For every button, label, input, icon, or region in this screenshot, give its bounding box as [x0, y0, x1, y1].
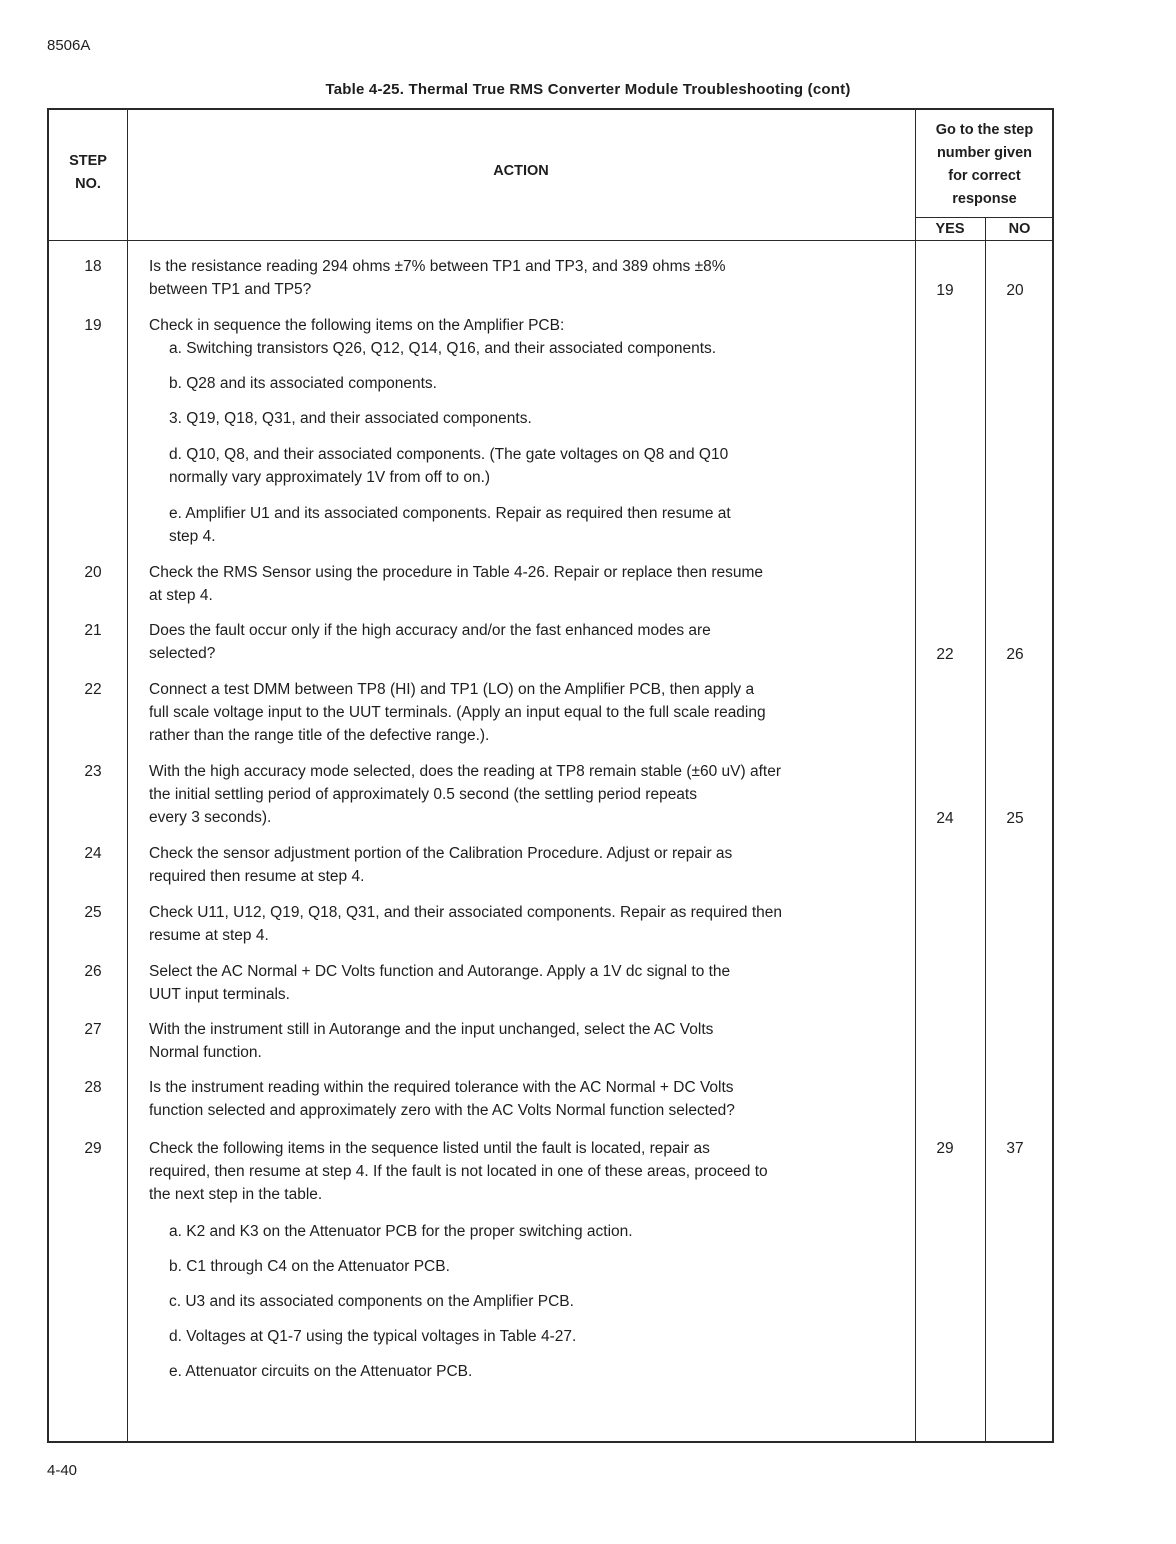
- action-line: resume at step 4.: [149, 927, 269, 944]
- action-line: Check the RMS Sensor using the procedure in Table 4-26. Repair or replace then resume: [149, 564, 764, 581]
- action-line: Check the following items in the sequence listed until the fault is located, repair as: [149, 1140, 710, 1157]
- header-bottom-rule: [49, 240, 1054, 241]
- sub-item: [169, 407, 889, 430]
- action-line: the next step in the table.: [149, 1186, 323, 1203]
- yes-column-header: YES: [935, 221, 965, 237]
- sub-item-line: e. Attenuator circuits on the Attenuator PCB.: [169, 1363, 473, 1380]
- step-number: 29: [84, 1140, 102, 1157]
- step-header-line: STEP: [69, 153, 107, 169]
- sub-item: [169, 1360, 889, 1383]
- no-step: 26: [1006, 646, 1024, 663]
- action-line: every 3 seconds).: [149, 809, 272, 826]
- action-line: rather than the range title of the defective range.).: [149, 727, 490, 744]
- no-step: 25: [1006, 810, 1024, 827]
- step-number: 27: [84, 1021, 102, 1038]
- action-line: With the instrument still in Autorange and the input unchanged, select the AC Volts: [149, 1021, 714, 1038]
- step-number: 23: [84, 763, 102, 780]
- action-text: [149, 678, 889, 747]
- sub-item: [169, 1325, 889, 1348]
- action-line: required then resume at step 4.: [149, 868, 365, 885]
- action-text: [149, 619, 889, 665]
- action-line: Connect a test DMM between TP8 (HI) and TP1 (LO) on the Amplifier PCB, then apply a: [149, 681, 755, 698]
- action-line: Does the fault occur only if the high accuracy and/or the fast enhanced modes are: [149, 622, 711, 639]
- action-line: required, then resume at step 4. If the fault is not located in one of these areas, proceed to: [149, 1163, 768, 1180]
- action-line: Is the instrument reading within the required tolerance with the AC Normal + DC Volts: [149, 1079, 734, 1096]
- step-number: 28: [84, 1079, 102, 1096]
- action-text: [149, 1137, 889, 1206]
- sub-item: [169, 372, 889, 395]
- step-number: 19: [84, 317, 102, 334]
- sub-item: [169, 1220, 889, 1243]
- sub-item: [169, 1255, 889, 1278]
- yes-step: 29: [936, 1140, 954, 1157]
- action-text: [149, 561, 889, 607]
- action-text: [149, 255, 889, 301]
- sub-item-line: c. U3 and its associated components on the Amplifier PCB.: [169, 1293, 574, 1310]
- sub-item-line: d. Voltages at Q1-7 using the typical voltages in Table 4-27.: [169, 1328, 577, 1345]
- sub-item-line: normally vary approximately 1V from off to on.): [169, 469, 491, 486]
- sub-item-line: e. Amplifier U1 and its associated components. Repair as required then resume at: [169, 505, 731, 522]
- action-column-header: ACTION: [493, 163, 549, 179]
- sub-item-line: b. Q28 and its associated components.: [169, 375, 437, 392]
- sub-item: [169, 443, 889, 489]
- sub-item-line: b. C1 through C4 on the Attenuator PCB.: [169, 1258, 450, 1275]
- no-step: 20: [1006, 282, 1024, 299]
- action-text: [149, 760, 889, 829]
- action-line: between TP1 and TP5?: [149, 281, 312, 298]
- action-line: the initial settling period of approximately 0.5 second (the settling period repeats: [149, 786, 697, 803]
- action-text: [149, 314, 889, 337]
- sub-item-line: a. K2 and K3 on the Attenuator PCB for the proper switching action.: [169, 1223, 633, 1240]
- action-line: Check U11, U12, Q19, Q18, Q31, and their associated components. Repair as required then: [149, 904, 782, 921]
- yes-step: 19: [936, 282, 954, 299]
- step-number: 22: [84, 681, 102, 698]
- action-line: selected?: [149, 645, 216, 662]
- action-line: full scale voltage input to the UUT terminals. (Apply an input equal to the full scale reading: [149, 704, 766, 721]
- action-text: [149, 1018, 889, 1064]
- step-number: 21: [84, 622, 102, 639]
- goto-header-line: Go to the step: [935, 122, 1034, 138]
- step-number: 26: [84, 963, 102, 980]
- table-title: Table 4-25. Thermal True RMS Converter Module Troubleshooting (cont): [325, 81, 851, 98]
- step-number: 20: [84, 564, 102, 581]
- step-column-header: [49, 150, 127, 196]
- action-line: Check in sequence the following items on the Amplifier PCB:: [149, 317, 565, 334]
- action-text: [149, 901, 889, 947]
- yes-step: 24: [936, 810, 954, 827]
- yes-step: 22: [936, 646, 954, 663]
- action-line: Is the resistance reading 294 ohms ±7% between TP1 and TP3, and 389 ohms ±8%: [149, 258, 726, 275]
- action-line: Check the sensor adjustment portion of the Calibration Procedure. Adjust or repair as: [149, 845, 733, 862]
- action-line: UUT input terminals.: [149, 986, 290, 1003]
- action-text: [149, 1076, 889, 1122]
- troubleshooting-table: [47, 108, 1054, 1443]
- page-number: 4-40: [47, 1462, 78, 1479]
- action-line: Select the AC Normal + DC Volts function and Autorange. Apply a 1V dc signal to the: [149, 963, 731, 980]
- goto-header-line: for correct: [948, 168, 1021, 184]
- sub-item: [169, 337, 889, 360]
- column-divider: [127, 110, 128, 1441]
- step-number: 25: [84, 904, 102, 921]
- action-line: Normal function.: [149, 1044, 262, 1061]
- action-line: function selected and approximately zero with the AC Volts Normal function selected?: [149, 1102, 735, 1119]
- sub-item: [169, 502, 889, 548]
- no-step: 37: [1006, 1140, 1024, 1157]
- sub-item-line: a. Switching transistors Q26, Q12, Q14, Q16, and their associated components.: [169, 340, 717, 357]
- action-text: [149, 842, 889, 888]
- action-text: [149, 960, 889, 1006]
- action-line: at step 4.: [149, 587, 213, 604]
- document-header: 8506A: [47, 37, 91, 54]
- sub-item-line: d. Q10, Q8, and their associated components. (The gate voltages on Q8 and Q10: [169, 446, 729, 463]
- sub-item-line: step 4.: [169, 528, 216, 545]
- step-number: 24: [84, 845, 102, 862]
- goto-column-header: [915, 119, 1054, 211]
- step-header-line: NO.: [75, 176, 101, 192]
- goto-header-line: response: [952, 191, 1017, 207]
- goto-header-line: number given: [936, 145, 1033, 161]
- step-number: 18: [84, 258, 102, 275]
- action-line: With the high accuracy mode selected, does the reading at TP8 remain stable (±60 uV) after: [149, 763, 782, 780]
- no-column-header: NO: [1008, 221, 1031, 237]
- sub-item-line: 3. Q19, Q18, Q31, and their associated components.: [169, 410, 532, 427]
- sub-item: [169, 1290, 889, 1313]
- column-divider: [915, 110, 916, 1441]
